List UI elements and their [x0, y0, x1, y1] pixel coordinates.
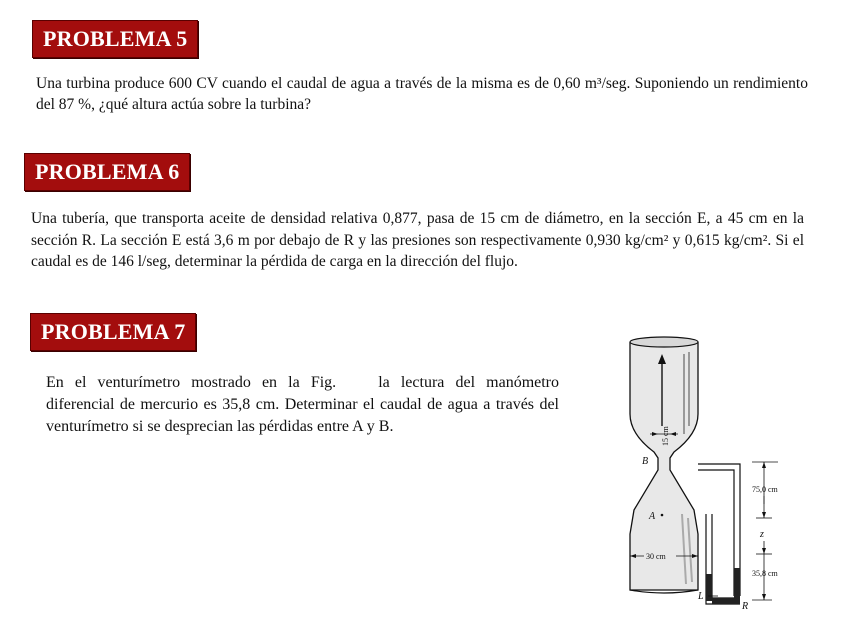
point-a-label: A — [649, 511, 656, 522]
problem-6-text: Una tubería, que transporta aceite de densidad relativa 0,877, pasa de 15 cm de diámetro, en la sección E, a 45 cm en la sección R. La sección E está 3,6 m por debajo de R y las presiones son respectivamente 0,930 kg/cm² y 0,615 kg/cm². Si el caudal es de 146 l/seg, determinar la pérdida de carga en la dirección del flujo. — [31, 210, 804, 270]
problem-7-text-part-2: la lectura del manómetro diferencial de mercurio es 35,8 cm. Determinar el caudal de agua a través del venturímetro si se desprecian las pérdidas entre A y B. — [46, 374, 560, 435]
manometer-left-tube — [698, 464, 740, 596]
point-l-label: L — [698, 591, 704, 602]
pipe-top-opening — [630, 337, 698, 347]
point-b-label: B — [642, 456, 649, 467]
dim-reading-label: 35,8 cm — [752, 569, 778, 578]
venturi-diagram — [594, 334, 800, 618]
pipe-diameter-label: 30 cm — [646, 552, 666, 561]
problem-5-title: PROBLEMA 5 — [32, 20, 198, 58]
problem-7-title: PROBLEMA 7 — [30, 313, 196, 351]
dim-75-label: 75,0 cm — [752, 485, 778, 494]
throat-dim-label: 15 cm — [661, 426, 670, 446]
problem-7-text — [46, 372, 559, 438]
problem-5-text: Una turbina produce 600 CV cuando el caudal de agua a través de la misma es de 0,60 m³/seg. Suponiendo un rendimiento del 87 %, ¿qué altura actúa sobre la turbina? — [36, 75, 808, 113]
problem-6-title: PROBLEMA 6 — [24, 153, 190, 191]
mercury-column — [706, 574, 712, 601]
problem-7-text-part-1: En el venturímetro mostrado en la Fig. — [46, 374, 337, 391]
dim-z-label: z — [760, 529, 764, 540]
point-r-label: R — [742, 601, 749, 612]
venturi-meter-figure — [594, 334, 800, 618]
